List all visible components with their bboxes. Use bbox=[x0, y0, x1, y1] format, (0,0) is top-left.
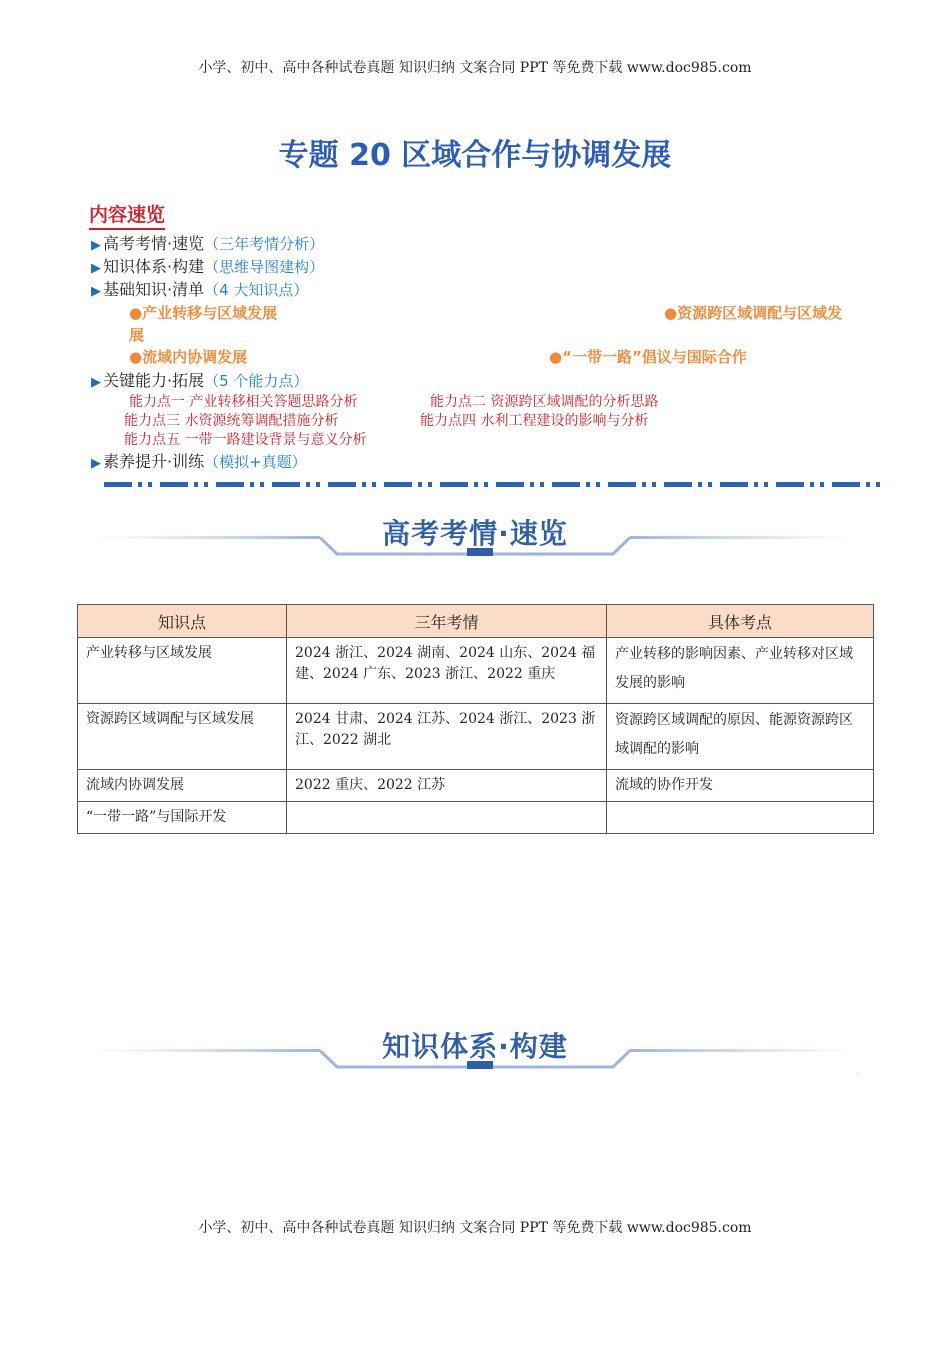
toc-item-exam: ▶ 高考考情·速览（三年考情分析） bbox=[91, 234, 325, 253]
toc-item-basics: ▶ 基础知识·清单（4 大知识点） bbox=[91, 280, 309, 299]
toc-item-system: ▶ 知识体系·构建（思维导图建构） bbox=[91, 257, 325, 276]
table-cell: 资源跨区域调配与区域发展 bbox=[78, 704, 287, 770]
table-header-row bbox=[78, 605, 874, 638]
table-cell bbox=[287, 802, 607, 834]
table-cell: 2024 浙江、2024 湖南、2024 山东、2024 福建、2024 广东、2023 浙江、2022 重庆 bbox=[287, 638, 607, 704]
table-cell: 流域内协调发展 bbox=[78, 770, 287, 802]
triangle-bullet-icon: ▶ bbox=[91, 375, 101, 390]
header-three-year-exams: 三年考情 bbox=[287, 605, 607, 638]
banner-knowledge-system bbox=[95, 1021, 855, 1073]
banner-title: 知识体系·构建 bbox=[382, 1030, 568, 1063]
table-cell: 产业转移的影响因素、产业转移对区域发展的影响 bbox=[607, 638, 874, 704]
table-row bbox=[78, 638, 874, 704]
table-row bbox=[78, 802, 874, 834]
table-cell: 资源跨区域调配的原因、能源资源跨区域调配的影响 bbox=[607, 704, 874, 770]
knowledge-point-1: ●产业转移与区域发展 bbox=[129, 304, 278, 322]
knowledge-point-2: ●资源跨区域调配与区域发 bbox=[664, 304, 843, 322]
banner-title: 高考考情·速览 bbox=[382, 517, 568, 550]
ability-point-4: 能力点四 水利工程建设的影响与分析 bbox=[420, 413, 649, 429]
header-specific-points: 具体考点 bbox=[607, 605, 874, 638]
section-divider bbox=[104, 482, 884, 487]
table-cell: 流域的协作开发 bbox=[607, 770, 874, 802]
table-cell: 2024 甘肃、2024 江苏、2024 浙江、2023 浙江、2022 湖北 bbox=[287, 704, 607, 770]
ability-point-3: 能力点三 水资源统筹调配措施分析 bbox=[124, 413, 339, 429]
table-row bbox=[78, 704, 874, 770]
header-knowledge-point: 知识点 bbox=[78, 605, 287, 638]
banner-exam-overview bbox=[95, 508, 855, 560]
exam-analysis-table bbox=[77, 604, 874, 834]
ability-point-2: 能力点二 资源跨区域调配的分析思路 bbox=[430, 394, 659, 410]
table-cell bbox=[607, 802, 874, 834]
knowledge-point-4: ●“一带一路”倡议与国际合作 bbox=[549, 348, 747, 366]
knowledge-point-2-cont: 展 bbox=[129, 326, 145, 344]
toc-item-training: ▶ 素养提升·训练（模拟+真题） bbox=[91, 452, 307, 471]
table-cell: 2022 重庆、2022 江苏 bbox=[287, 770, 607, 802]
toc-item-abilities: ▶ 关键能力·拓展（5 个能力点） bbox=[91, 371, 309, 390]
table-row bbox=[78, 770, 874, 802]
triangle-bullet-icon: ▶ bbox=[91, 261, 101, 276]
triangle-bullet-icon: ▶ bbox=[91, 456, 101, 471]
triangle-bullet-icon: ▶ bbox=[91, 238, 101, 253]
ability-point-5: 能力点五 一带一路建设背景与意义分析 bbox=[124, 432, 367, 448]
document-title: 专题 20 区域合作与协调发展 bbox=[278, 138, 672, 173]
table-cell: “一带一路”与国际开发 bbox=[78, 802, 287, 834]
knowledge-point-3: ●流域内协调发展 bbox=[129, 348, 248, 366]
stray-mark: · bbox=[856, 1070, 859, 1079]
overview-heading: 内容速览 bbox=[89, 203, 165, 230]
page-footer: 小学、初中、高中各种试卷真题 知识归纳 文案合同 PPT 等免费下载 www.doc985.com bbox=[198, 1220, 752, 1236]
triangle-bullet-icon: ▶ bbox=[91, 284, 101, 299]
table-cell: 产业转移与区域发展 bbox=[78, 638, 287, 704]
ability-point-1: 能力点一 产业转移相关答题思路分析 bbox=[129, 394, 358, 410]
page-header: 小学、初中、高中各种试卷真题 知识归纳 文案合同 PPT 等免费下载 www.doc985.com bbox=[198, 60, 752, 76]
